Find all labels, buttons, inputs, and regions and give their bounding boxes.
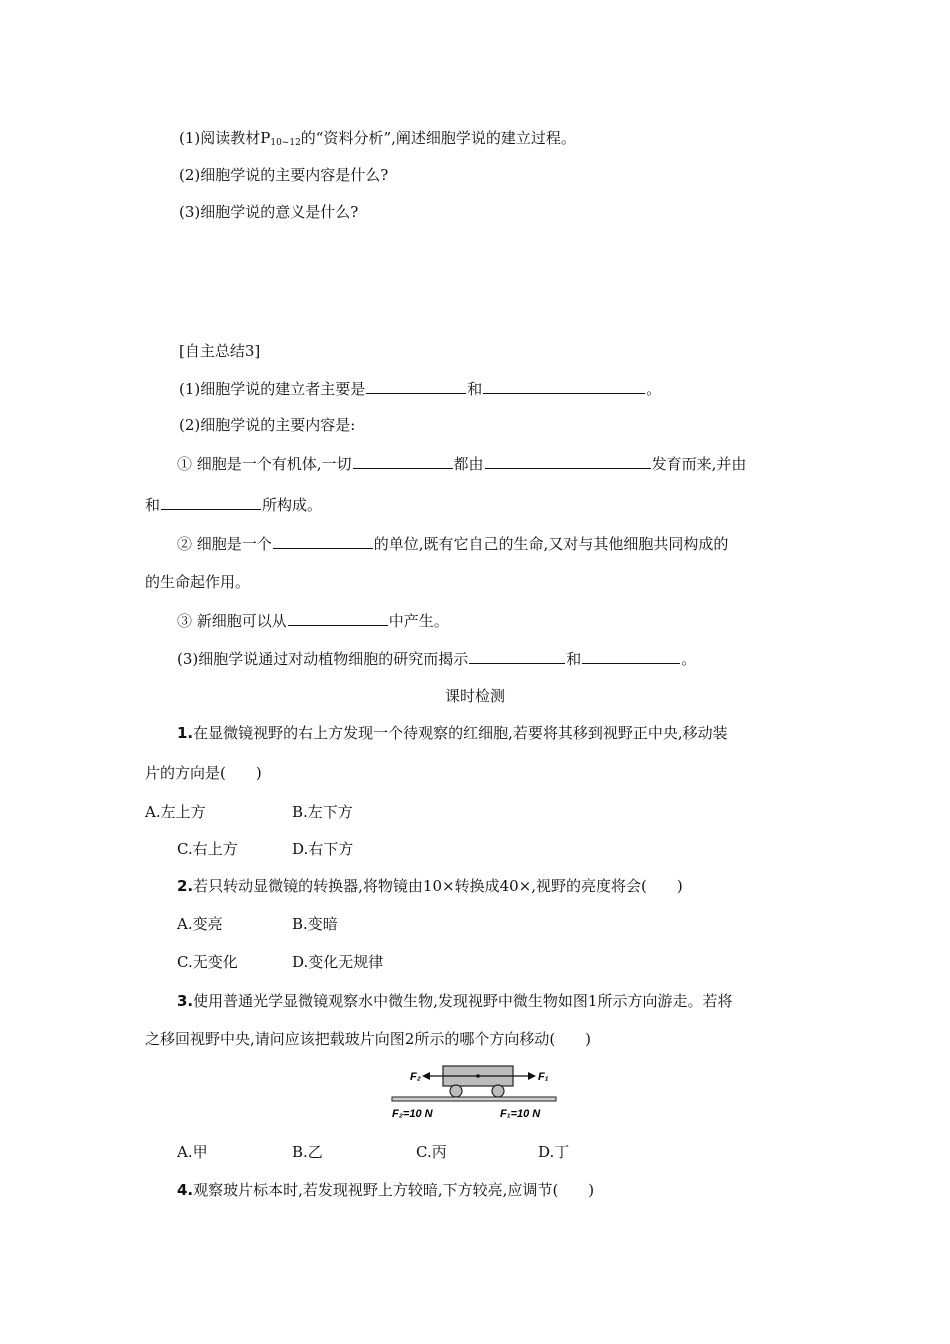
f1-arrow-icon: [528, 1072, 536, 1080]
f2-value: F₂=10 N: [392, 1108, 433, 1120]
question-1: (1)阅读教材$P_{10\sim 12}$的“资料分析”,阐述细胞学说的建立过程。: [179, 129, 576, 148]
test-q2-option-a: A.变亮: [177, 915, 223, 933]
fill-blank[interactable]: [161, 494, 261, 510]
fill-blank[interactable]: [366, 378, 466, 394]
fill-blank[interactable]: [469, 648, 565, 664]
fill-blank[interactable]: [483, 378, 645, 394]
test-q2-line1: 2.若只转动显微镜的转换器,将物镜由10×转换成40×,视野的亮度将会( ): [177, 877, 683, 895]
test-q1-option-d: D.右下方: [292, 840, 354, 858]
summary-item-2b-cont: 的生命起作用。: [145, 573, 251, 591]
test-q3-line2: 之移回视野中央,请问应该把载玻片向图2所示的哪个方向移动( ): [145, 1030, 592, 1048]
f1-label: F₁: [538, 1071, 549, 1083]
fill-blank[interactable]: [582, 648, 680, 664]
test-q2-option-c: C.无变化: [177, 953, 238, 971]
question-3: (3)细胞学说的意义是什么?: [179, 203, 359, 221]
test-q3-option-d: D.丁: [538, 1143, 570, 1161]
summary-item-2: (2)细胞学说的主要内容是:: [179, 416, 356, 434]
test-q3-line1: 3.使用普通光学显微镜观察水中微生物,发现视野中微生物如图1所示方向游走。若将: [177, 992, 733, 1010]
summary-item-2c: ③ 新细胞可以从 中产生。: [177, 612, 449, 630]
summary-item-2a: ① 细胞是一个有机体,一切 都由 发育而来,并由: [177, 455, 747, 473]
question-2: (2)细胞学说的主要内容是什么?: [179, 166, 389, 184]
wheel-right: [492, 1085, 504, 1097]
test-q1-line2: 片的方向是( ): [145, 764, 262, 782]
test-q1-option-b: B.左下方: [292, 803, 353, 821]
ground: [392, 1097, 556, 1101]
f2-label: F₂: [410, 1071, 421, 1083]
test-q2-option-b: B.变暗: [292, 915, 338, 933]
fill-blank[interactable]: [273, 533, 373, 549]
test-q3-option-b: B.乙: [292, 1143, 323, 1161]
fill-blank[interactable]: [288, 610, 388, 626]
force-cart-figure: [388, 1062, 558, 1124]
test-q4-line1: 4.观察玻片标本时,若发现视野上方较暗,下方较亮,应调节( ): [177, 1181, 595, 1199]
summary-item-2b: ② 细胞是一个 的单位,既有它自己的生命,又对与其他细胞共同构成的: [177, 535, 729, 553]
test-q2-option-d: D.变化无规律: [292, 953, 384, 971]
test-q3-option-a: A.甲: [177, 1143, 208, 1161]
f2-arrow-icon: [422, 1072, 430, 1080]
test-q1-line1: 1.在显微镜视野的右上方发现一个待观察的红细胞,若要将其移到视野正中央,移动装: [177, 724, 728, 742]
fill-blank[interactable]: [485, 453, 651, 469]
test-q3-option-c: C.丙: [416, 1143, 447, 1161]
wheel-left: [450, 1085, 462, 1097]
summary-item-2a-cont: 和 所构成。: [145, 496, 323, 514]
summary-heading: [自主总结3]: [179, 342, 261, 360]
f1-value: F₁=10 N: [500, 1108, 541, 1120]
test-title: 课时检测: [444, 687, 505, 705]
summary-item-1: (1)细胞学说的建立者主要是 和 。: [179, 380, 662, 398]
test-q1-option-c: C.右上方: [177, 840, 238, 858]
fill-blank[interactable]: [353, 453, 453, 469]
test-q1-option-a: A.左上方: [145, 803, 206, 821]
summary-item-3: (3)细胞学说通过对动植物细胞的研究而揭示 和 。: [177, 650, 697, 668]
